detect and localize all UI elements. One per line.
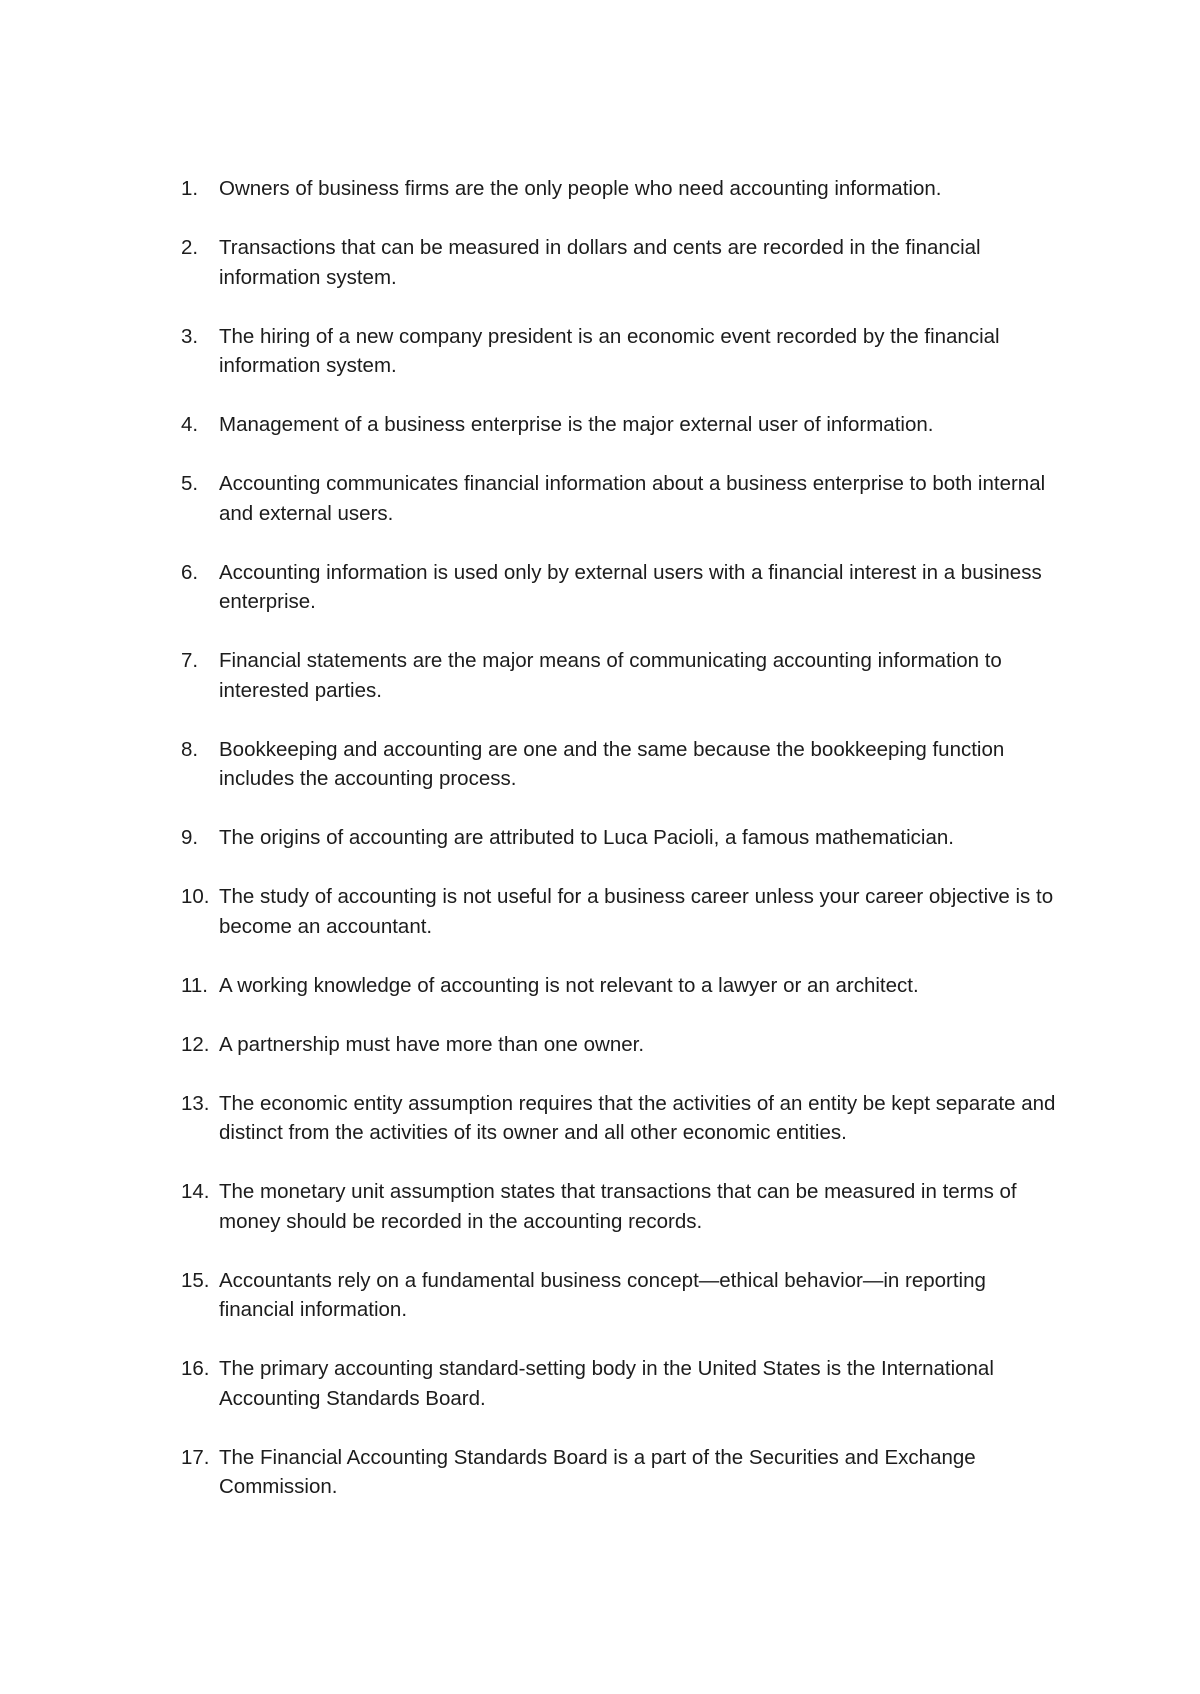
statement-text: The origins of accounting are attributed to Luca Pacioli, a famous mathematician.	[219, 826, 954, 849]
statement-item	[181, 971, 1061, 1001]
statement-item	[181, 1177, 1061, 1236]
statement-number: 17.	[181, 1445, 210, 1469]
statement-item	[181, 735, 1061, 794]
statement-number: 2.	[181, 236, 199, 259]
statement-text: Accounting communicates financial information about a business enterprise to both internal and external users.	[219, 472, 1046, 525]
statement-number: 6.	[181, 560, 199, 584]
statement-item	[181, 1354, 1061, 1413]
statement-text: Financial statements are the major means of communicating accounting information to interested parties.	[219, 649, 1002, 702]
statement-item	[181, 1089, 1061, 1148]
statement-item	[181, 410, 1061, 440]
statement-text: The Financial Accounting Standards Board is a part of the Securities and Exchange Commission.	[219, 1445, 976, 1498]
statement-number: 8.	[181, 737, 199, 761]
statement-item	[181, 823, 1061, 853]
statement-number: 7.	[181, 649, 199, 672]
statement-item	[181, 646, 1061, 705]
statement-item	[181, 558, 1061, 617]
statement-item	[181, 174, 1061, 204]
statement-text: A working knowledge of accounting is not relevant to a lawyer or an architect.	[219, 973, 919, 997]
statement-text: Accountants rely on a fundamental business concept—ethical behavior—in reporting financial information.	[219, 1268, 986, 1321]
statement-item	[181, 322, 1061, 381]
statement-number: 13.	[181, 1091, 210, 1115]
statement-text: Accounting information is used only by external users with a financial interest in a business enterprise.	[219, 560, 1042, 613]
statement-item	[181, 882, 1061, 941]
statement-item	[181, 1030, 1061, 1060]
statement-number: 10.	[181, 885, 210, 908]
statement-number: 4.	[181, 413, 199, 436]
statement-item	[181, 1443, 1061, 1502]
statement-text: The study of accounting is not useful for a business career unless your career objective is to become an accountant.	[219, 885, 1054, 938]
statement-number: 12.	[181, 1032, 210, 1056]
statement-text: Owners of business firms are the only people who need accounting information.	[219, 177, 942, 200]
statement-text: The primary accounting standard-setting body in the United States is the International Accounting Standards Board.	[219, 1357, 994, 1410]
statement-text: Management of a business enterprise is the major external user of information.	[219, 413, 934, 436]
statement-text: Transactions that can be measured in dollars and cents are recorded in the financial information system.	[219, 236, 981, 289]
statement-text: The hiring of a new company president is an economic event recorded by the financial information system.	[219, 324, 1000, 377]
statement-text: The monetary unit assumption states that transactions that can be measured in terms of money should be recorded in the accounting records.	[219, 1180, 1017, 1233]
statement-number: 1.	[181, 177, 199, 200]
statement-text: The economic entity assumption requires that the activities of an entity be kept separate and distinct from the activities of its owner and all other economic entities.	[219, 1091, 1056, 1144]
statement-number: 9.	[181, 826, 199, 849]
statement-text: A partnership must have more than one owner.	[219, 1032, 645, 1056]
statement-number: 16.	[181, 1357, 210, 1380]
statement-item	[181, 469, 1061, 528]
statement-number: 11.	[181, 973, 208, 997]
statement-item	[181, 233, 1061, 292]
statement-item	[181, 1266, 1061, 1325]
statement-number: 15.	[181, 1268, 210, 1292]
statement-number: 14.	[181, 1180, 210, 1203]
statement-list	[181, 174, 1061, 1531]
statement-text: Bookkeeping and accounting are one and the same because the bookkeeping function includes the accounting process.	[219, 737, 1005, 790]
statement-number: 5.	[181, 472, 199, 495]
statement-number: 3.	[181, 324, 199, 348]
